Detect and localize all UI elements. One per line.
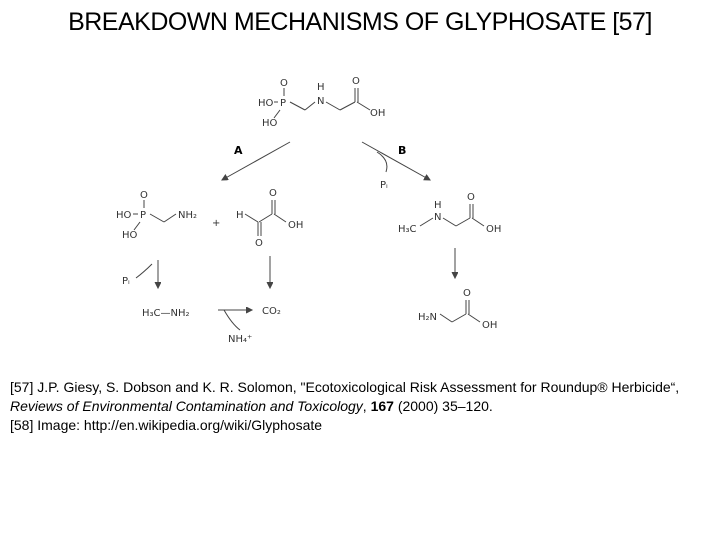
glyphosate-structure [258,76,385,129]
slide-title: BREAKDOWN MECHANISMS OF GLYPHOSATE [57] [68,8,652,36]
pathway-a-label: A [234,144,243,157]
glycine-carbonyl-oxygen: O [463,288,471,299]
reference-58: [58] Image: http://en.wikipedia.org/wiki/Glyphosate [10,417,323,433]
pathway-b-arrow [362,142,430,180]
glyphosate-carbonyl-oxygen: O [352,76,360,87]
ampa-phosphorus: P [140,210,147,221]
carbon-dioxide: CO₂ [262,306,281,317]
ampa-ho-2: HO [122,230,138,241]
ampa-p-oxygen: O [140,190,148,201]
ampa-nh2: NH₂ [178,210,198,221]
nh4-curve [224,310,240,330]
references [10,378,715,435]
glycine-structure [418,288,497,331]
glyphosate-oh: OH [370,108,386,119]
reference-57-volume: 167 [370,398,394,414]
glyphosate-phosphorus: P [280,98,287,109]
ampa-pi-curve [136,264,152,278]
glyphosate-p-oxygen: O [280,78,288,89]
reference-57 [10,378,715,416]
glyphosate-ho-2: HO [262,118,278,129]
ampa-structure [116,190,197,241]
sarcosine-carbonyl-oxygen: O [467,192,475,203]
glyphosate-nh-hydrogen: H [317,82,325,93]
glyoxylate-aldehyde-oxygen: O [255,238,263,249]
pathway-a-arrow [222,142,290,180]
ampa-phosphate: Pᵢ [122,276,130,287]
reference-57-tail: (2000) 35–120. [393,398,493,414]
glyoxylate-oh: OH [288,220,304,231]
ammonium: NH₄⁺ [228,334,253,345]
reference-57-prefix: [57] J.P. Giesy, S. Dobson and K. R. Solomon, "Ecotoxicological Risk Assessment for Roundup® Herbicide“, [10,379,680,395]
glyoxylate-carbonyl-oxygen: O [269,188,277,199]
reference-57-sep: , [362,398,371,414]
glycine-oh: OH [482,320,498,331]
sarcosine-nitrogen: N [434,212,442,223]
sarcosine-methyl: H₃C [398,224,417,235]
sarcosine-oh: OH [486,224,502,235]
glycine-amine: H₂N [418,312,438,323]
ampa-ho-1: HO [116,210,132,221]
glyoxylate-structure [212,188,303,249]
sarcosine-nh-hydrogen: H [434,200,442,211]
glyphosate-ho-1: HO [258,98,274,109]
glyoxylate-hydrogen: H [236,210,244,221]
glyphosate-nitrogen: N [317,96,325,107]
pathway-b-phosphate: Pᵢ [380,180,388,191]
sarcosine-structure [398,192,501,235]
reference-57-journal: Reviews of Environmental Contamination and Toxicology [10,398,363,414]
pathway-b-label: B [398,144,407,157]
methylamine: H₃C—NH₂ [142,308,190,319]
plus-sign: + [212,218,221,229]
glyphosate-breakdown-scheme [100,60,530,360]
